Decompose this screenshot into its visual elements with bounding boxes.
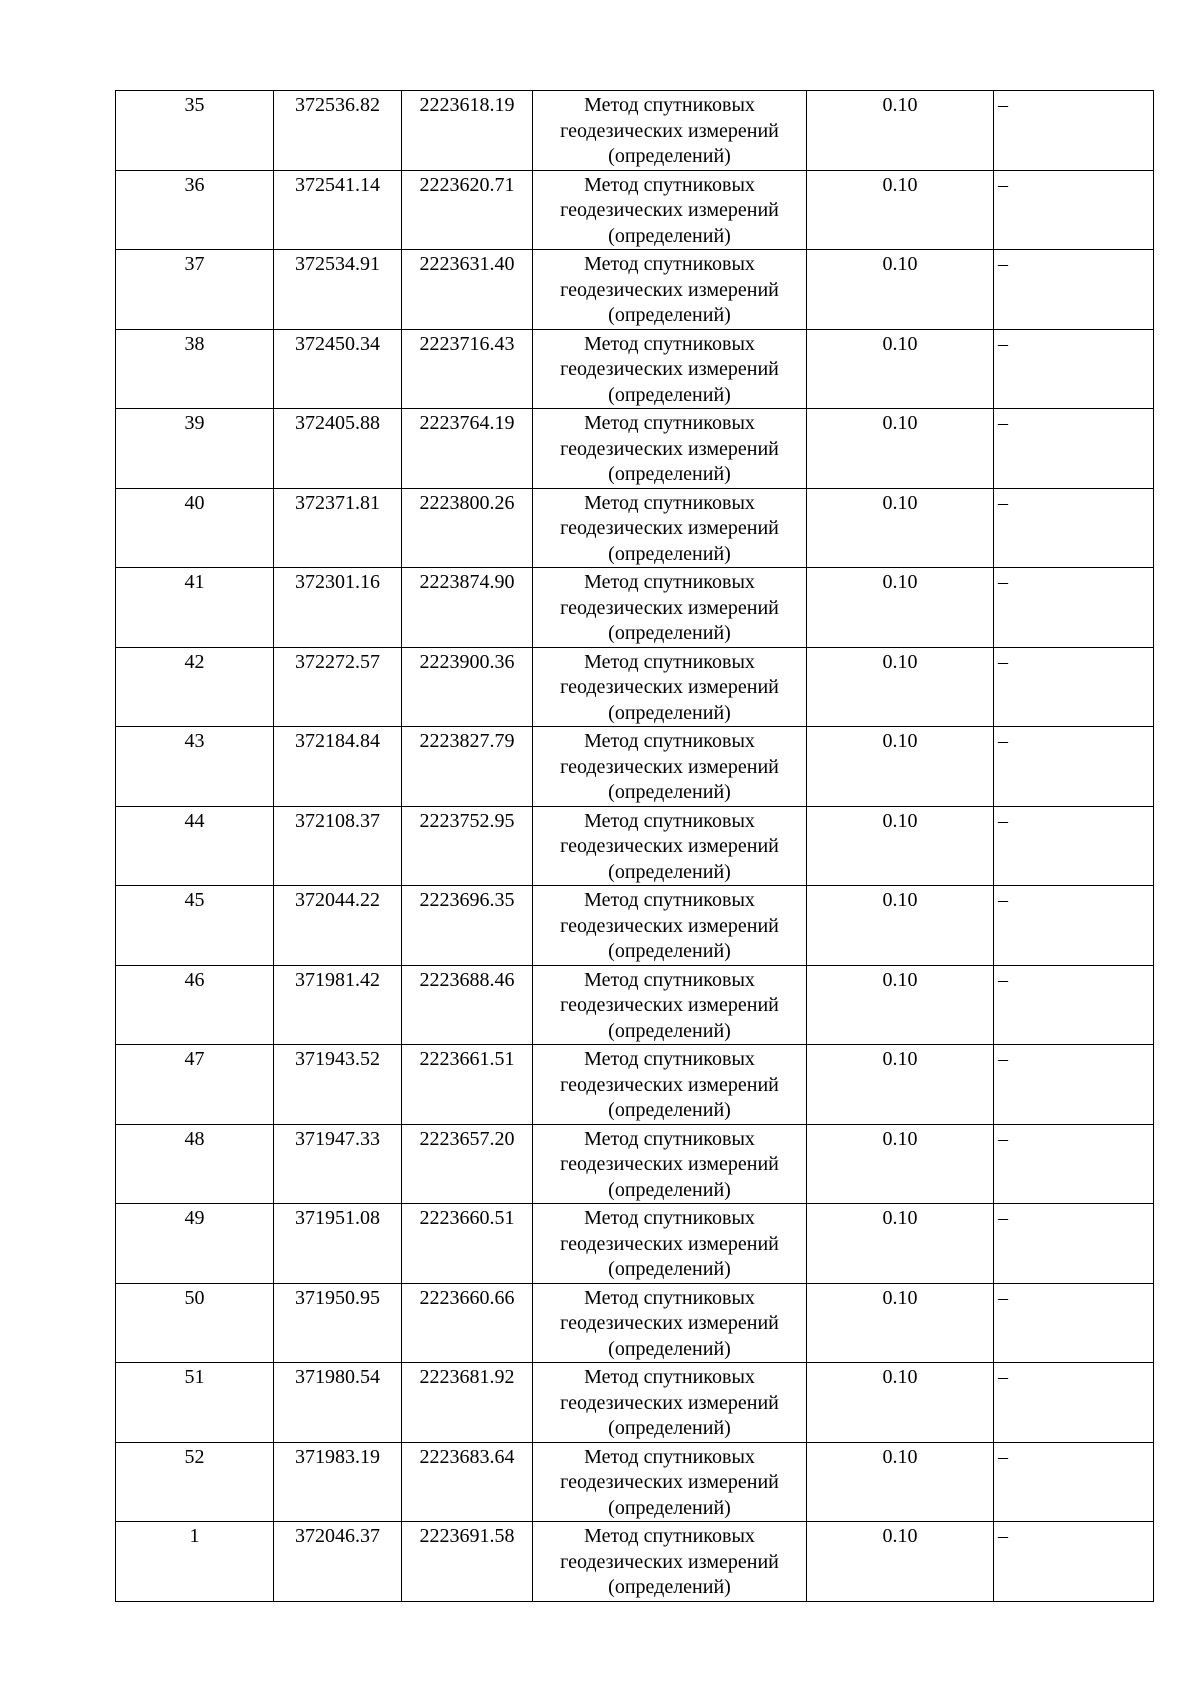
note-cell: – — [994, 1442, 1154, 1522]
point-number-cell: 47 — [116, 1045, 274, 1125]
x-coordinate-cell: 372450.34 — [274, 329, 402, 409]
table-row — [116, 1204, 1154, 1284]
method-cell: Метод спутниковых геодезических измерений (определений) — [533, 1522, 807, 1602]
y-coordinate-cell: 2223657.20 — [402, 1124, 533, 1204]
method-cell: Метод спутниковых геодезических измерений (определений) — [533, 1124, 807, 1204]
note-cell: – — [994, 568, 1154, 648]
y-coordinate-cell: 2223688.46 — [402, 965, 533, 1045]
x-coordinate-cell: 371983.19 — [274, 1442, 402, 1522]
accuracy-cell: 0.10 — [807, 1204, 994, 1284]
accuracy-cell: 0.10 — [807, 886, 994, 966]
note-cell: – — [994, 647, 1154, 727]
point-number-cell: 38 — [116, 329, 274, 409]
y-coordinate-cell: 2223716.43 — [402, 329, 533, 409]
point-number-cell: 45 — [116, 886, 274, 966]
note-cell: – — [994, 1363, 1154, 1443]
y-coordinate-cell: 2223691.58 — [402, 1522, 533, 1602]
y-coordinate-cell: 2223800.26 — [402, 488, 533, 568]
method-cell: Метод спутниковых геодезических измерений (определений) — [533, 1442, 807, 1522]
table-row — [116, 965, 1154, 1045]
point-number-cell: 40 — [116, 488, 274, 568]
y-coordinate-cell: 2223631.40 — [402, 250, 533, 330]
x-coordinate-cell: 372272.57 — [274, 647, 402, 727]
method-cell: Метод спутниковых геодезических измерений (определений) — [533, 1045, 807, 1125]
table-row — [116, 250, 1154, 330]
point-number-cell: 1 — [116, 1522, 274, 1602]
note-cell: – — [994, 91, 1154, 171]
accuracy-cell: 0.10 — [807, 806, 994, 886]
method-cell: Метод спутниковых геодезических измерений (определений) — [533, 568, 807, 648]
note-cell: – — [994, 409, 1154, 489]
point-number-cell: 37 — [116, 250, 274, 330]
table-row — [116, 1045, 1154, 1125]
x-coordinate-cell: 371947.33 — [274, 1124, 402, 1204]
note-cell: – — [994, 329, 1154, 409]
y-coordinate-cell: 2223660.51 — [402, 1204, 533, 1284]
table-row — [116, 1522, 1154, 1602]
accuracy-cell: 0.10 — [807, 329, 994, 409]
method-cell: Метод спутниковых геодезических измерений (определений) — [533, 1283, 807, 1363]
note-cell: – — [994, 1522, 1154, 1602]
accuracy-cell: 0.10 — [807, 568, 994, 648]
note-cell: – — [994, 1204, 1154, 1284]
method-cell: Метод спутниковых геодезических измерений (определений) — [533, 250, 807, 330]
table-row — [116, 1442, 1154, 1522]
method-cell: Метод спутниковых геодезических измерений (определений) — [533, 886, 807, 966]
table-row — [116, 409, 1154, 489]
accuracy-cell: 0.10 — [807, 1522, 994, 1602]
y-coordinate-cell: 2223764.19 — [402, 409, 533, 489]
point-number-cell: 41 — [116, 568, 274, 648]
y-coordinate-cell: 2223874.90 — [402, 568, 533, 648]
method-cell: Метод спутниковых геодезических измерений (определений) — [533, 727, 807, 807]
accuracy-cell: 0.10 — [807, 1442, 994, 1522]
note-cell: – — [994, 1045, 1154, 1125]
method-cell: Метод спутниковых геодезических измерений (определений) — [533, 806, 807, 886]
y-coordinate-cell: 2223681.92 — [402, 1363, 533, 1443]
x-coordinate-cell: 372046.37 — [274, 1522, 402, 1602]
note-cell: – — [994, 727, 1154, 807]
point-number-cell: 43 — [116, 727, 274, 807]
accuracy-cell: 0.10 — [807, 1124, 994, 1204]
x-coordinate-cell: 371980.54 — [274, 1363, 402, 1443]
y-coordinate-cell: 2223661.51 — [402, 1045, 533, 1125]
point-number-cell: 44 — [116, 806, 274, 886]
point-number-cell: 50 — [116, 1283, 274, 1363]
point-number-cell: 48 — [116, 1124, 274, 1204]
note-cell: – — [994, 1124, 1154, 1204]
y-coordinate-cell: 2223827.79 — [402, 727, 533, 807]
table-body — [116, 91, 1154, 1602]
x-coordinate-cell: 371950.95 — [274, 1283, 402, 1363]
y-coordinate-cell: 2223696.35 — [402, 886, 533, 966]
accuracy-cell: 0.10 — [807, 647, 994, 727]
method-cell: Метод спутниковых геодезических измерений (определений) — [533, 91, 807, 171]
table-row — [116, 488, 1154, 568]
y-coordinate-cell: 2223900.36 — [402, 647, 533, 727]
point-number-cell: 36 — [116, 170, 274, 250]
note-cell: – — [994, 886, 1154, 966]
y-coordinate-cell: 2223683.64 — [402, 1442, 533, 1522]
x-coordinate-cell: 372301.16 — [274, 568, 402, 648]
table-row — [116, 647, 1154, 727]
method-cell: Метод спутниковых геодезических измерений (определений) — [533, 488, 807, 568]
table-row — [116, 806, 1154, 886]
table-row — [116, 727, 1154, 807]
accuracy-cell: 0.10 — [807, 488, 994, 568]
note-cell: – — [994, 965, 1154, 1045]
point-number-cell: 35 — [116, 91, 274, 171]
table-row — [116, 1124, 1154, 1204]
method-cell: Метод спутниковых геодезических измерений (определений) — [533, 170, 807, 250]
table-row — [116, 170, 1154, 250]
x-coordinate-cell: 372184.84 — [274, 727, 402, 807]
accuracy-cell: 0.10 — [807, 1045, 994, 1125]
point-number-cell: 46 — [116, 965, 274, 1045]
x-coordinate-cell: 371981.42 — [274, 965, 402, 1045]
x-coordinate-cell: 372536.82 — [274, 91, 402, 171]
accuracy-cell: 0.10 — [807, 91, 994, 171]
accuracy-cell: 0.10 — [807, 1363, 994, 1443]
table-row — [116, 1283, 1154, 1363]
method-cell: Метод спутниковых геодезических измерений (определений) — [533, 329, 807, 409]
accuracy-cell: 0.10 — [807, 250, 994, 330]
accuracy-cell: 0.10 — [807, 1283, 994, 1363]
point-number-cell: 52 — [116, 1442, 274, 1522]
coordinates-table — [115, 90, 1154, 1602]
table-row — [116, 1363, 1154, 1443]
accuracy-cell: 0.10 — [807, 170, 994, 250]
note-cell: – — [994, 250, 1154, 330]
x-coordinate-cell: 371943.52 — [274, 1045, 402, 1125]
point-number-cell: 51 — [116, 1363, 274, 1443]
point-number-cell: 42 — [116, 647, 274, 727]
x-coordinate-cell: 372405.88 — [274, 409, 402, 489]
y-coordinate-cell: 2223752.95 — [402, 806, 533, 886]
method-cell: Метод спутниковых геодезических измерений (определений) — [533, 409, 807, 489]
table-row — [116, 91, 1154, 171]
point-number-cell: 39 — [116, 409, 274, 489]
y-coordinate-cell: 2223618.19 — [402, 91, 533, 171]
method-cell: Метод спутниковых геодезических измерений (определений) — [533, 965, 807, 1045]
x-coordinate-cell: 372541.14 — [274, 170, 402, 250]
table-row — [116, 886, 1154, 966]
y-coordinate-cell: 2223620.71 — [402, 170, 533, 250]
method-cell: Метод спутниковых геодезических измерений (определений) — [533, 1363, 807, 1443]
y-coordinate-cell: 2223660.66 — [402, 1283, 533, 1363]
note-cell: – — [994, 806, 1154, 886]
accuracy-cell: 0.10 — [807, 727, 994, 807]
point-number-cell: 49 — [116, 1204, 274, 1284]
accuracy-cell: 0.10 — [807, 409, 994, 489]
method-cell: Метод спутниковых геодезических измерений (определений) — [533, 647, 807, 727]
accuracy-cell: 0.10 — [807, 965, 994, 1045]
x-coordinate-cell: 372534.91 — [274, 250, 402, 330]
table-row — [116, 329, 1154, 409]
table-row — [116, 568, 1154, 648]
x-coordinate-cell: 372044.22 — [274, 886, 402, 966]
note-cell: – — [994, 170, 1154, 250]
note-cell: – — [994, 488, 1154, 568]
x-coordinate-cell: 372371.81 — [274, 488, 402, 568]
method-cell: Метод спутниковых геодезических измерений (определений) — [533, 1204, 807, 1284]
note-cell: – — [994, 1283, 1154, 1363]
x-coordinate-cell: 372108.37 — [274, 806, 402, 886]
x-coordinate-cell: 371951.08 — [274, 1204, 402, 1284]
